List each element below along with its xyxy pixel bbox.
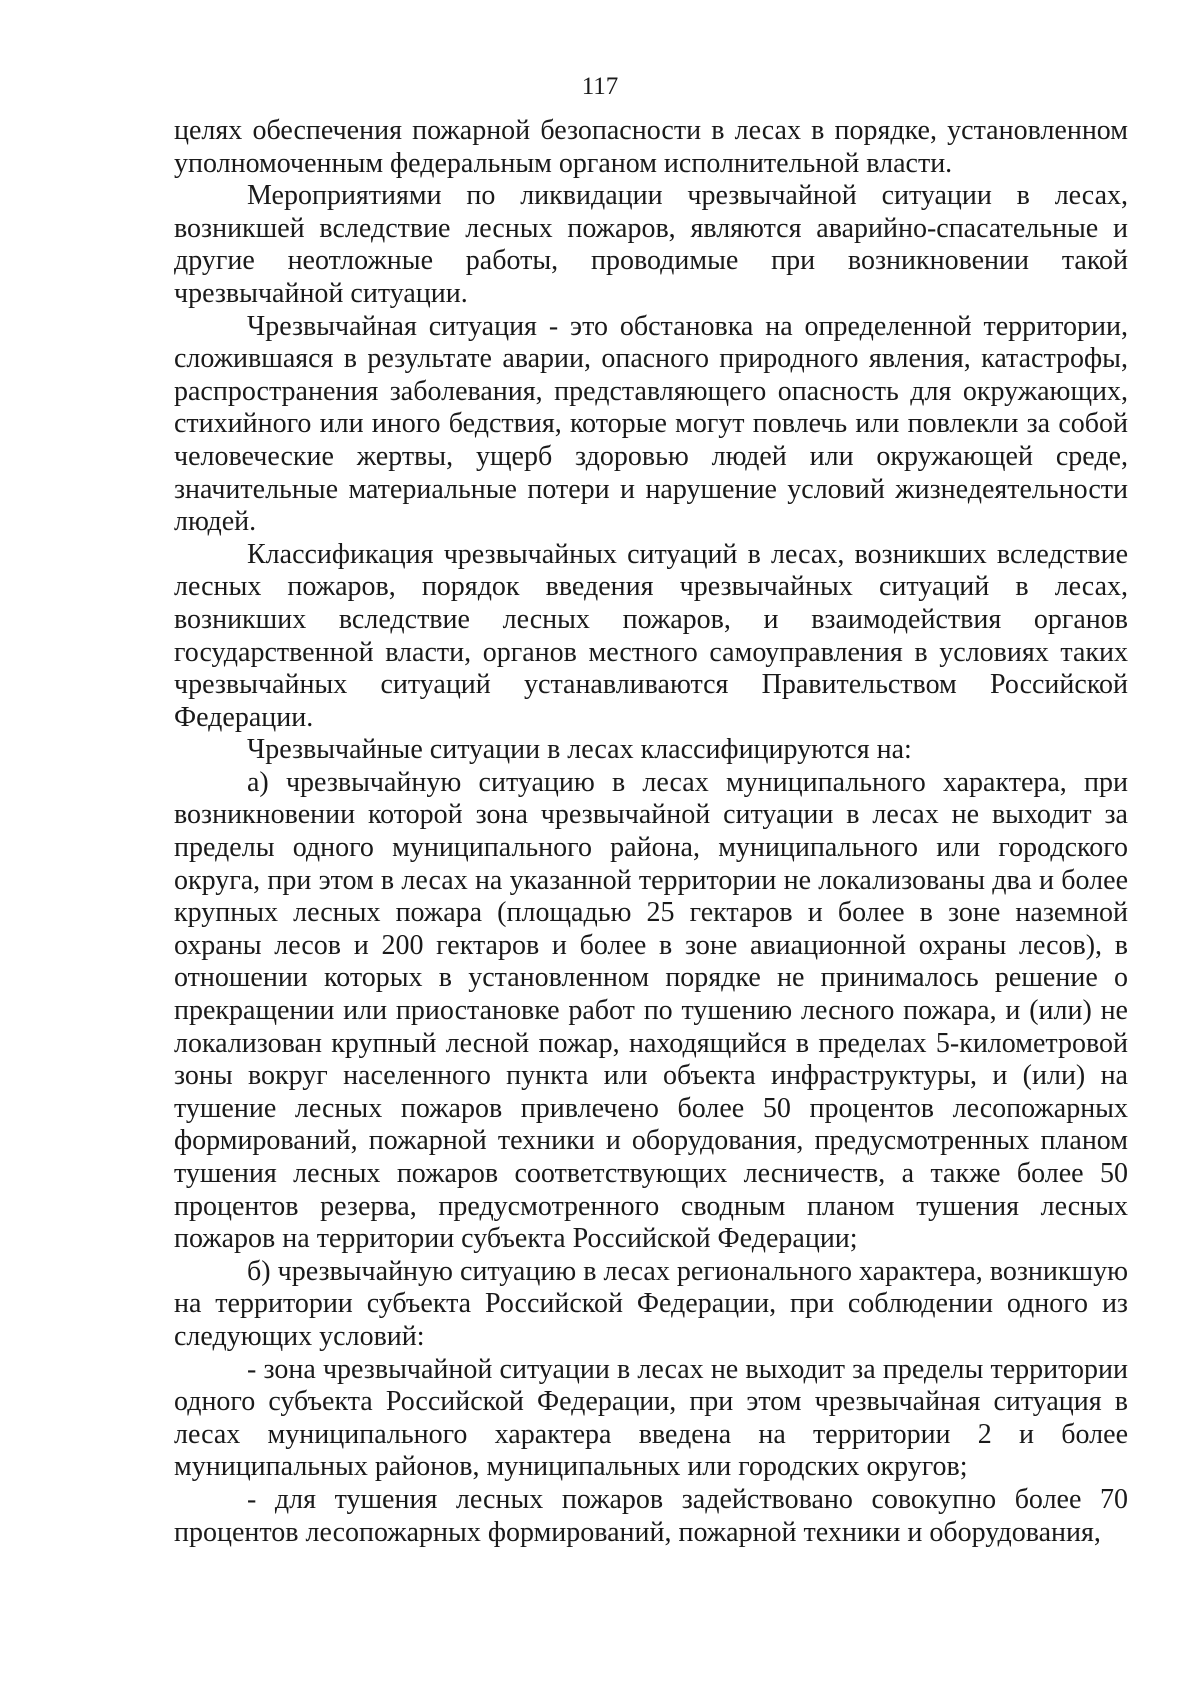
paragraph-continuation: целях обеспечения пожарной безопасности в лесах в порядке, установленном уполномоченным федеральным органом исполнительной власти. bbox=[174, 115, 1128, 179]
paragraph-classified-as: Чрезвычайные ситуации в лесах классифицируются на: bbox=[247, 734, 912, 766]
paragraph-classification: Классификация чрезвычайных ситуаций в лесах, возникших вследствие лесных пожаров, порядок введения чрезвычайных ситуаций в лесах, возникших вследствие лесных пожаров, и взаимодействия органов государственной власти, органов местного самоуправления в условиях таких чрезвычайных ситуаций устанавливаются Правительством Российской Федерации. bbox=[174, 538, 1128, 733]
page-number: 117 bbox=[581, 73, 619, 100]
list-item-a-municipal: а) чрезвычайную ситуацию в лесах муниципального характера, при возникновении которой зона чрезвычайной ситуации в лесах не выходит за пределы одного муниципального района, муниципального или городского округа, при этом в лесах на указанной территории не локализованы два и более крупных лесных пожара (площадью 25 гектаров и более в зоне наземной охраны лесов и 200 гектаров и более в зоне авиационной охраны лесов), в отношении которых в установленном порядке не принималось решение о прекращении или приостановке работ по тушению лесного пожара, и (или) не локализован крупный лесной пожар, находящийся в пределах 5-километровой зоны вокруг населенного пункта или объекта инфраструктуры, и (или) на тушение лесных пожаров привлечено более 50 процентов лесопожарных формирований, пожарной техники и оборудования, предусмотренных планом тушения лесных пожаров соответствующих лесничеств, а также более 50 процентов резерва, предусмотренного сводным планом тушения лесных пожаров на территории субъекта Российской Федерации; bbox=[174, 766, 1128, 1255]
paragraph-emergency-definition: Чрезвычайная ситуация - это обстановка на определенной территории, сложившаяся в результате аварии, опасного природного явления, катастрофы, распространения заболевания, представляющего опасность для окружающих, стихийного или иного бедствия, которые могут повлечь или повлекли за собой человеческие жертвы, ущерб здоровью людей или окружающей среде, значительные материальные потери и нарушение условий жизнедеятельности людей. bbox=[174, 310, 1128, 538]
paragraph-liquidation-measures: Мероприятиями по ликвидации чрезвычайной ситуации в лесах, возникшей вследствие лесных пожаров, являются аварийно-спасательные и другие неотложные работы, проводимые при возникновении такой чрезвычайной ситуации. bbox=[174, 180, 1128, 309]
list-item-b-regional: б) чрезвычайную ситуацию в лесах регионального характера, возникшую на территории субъекта Российской Федерации, при соблюдении одного из следующих условий: bbox=[174, 1255, 1128, 1352]
dash-item-resources-condition: - для тушения лесных пожаров задействовано совокупно более 70 процентов лесопожарных формирований, пожарной техники и оборудования, bbox=[174, 1483, 1128, 1548]
dash-item-zone-condition: - зона чрезвычайной ситуации в лесах не выходит за пределы территории одного субъекта Российской Федерации, при этом чрезвычайная ситуация в лесах муниципального характера введена на территории 2 и более муниципальных районов, муниципальных или городских округов; bbox=[174, 1353, 1128, 1483]
document-body bbox=[174, 115, 1128, 1549]
